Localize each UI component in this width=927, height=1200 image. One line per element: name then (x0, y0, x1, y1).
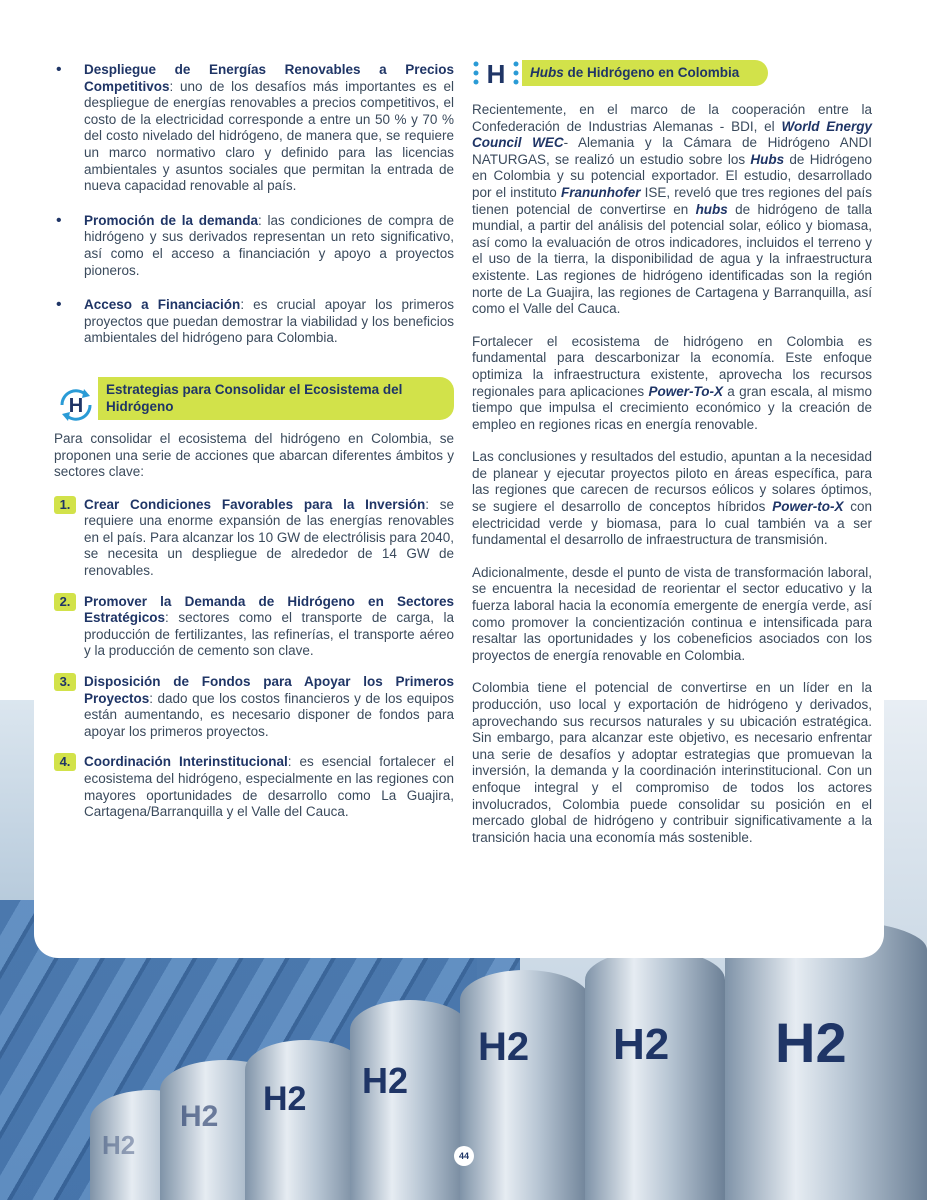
bullet-text: : las condiciones de compra de hidrógeno y sus derivados representan un reto significativo, así como el acceso a financiación y apoyo a proyectos pioneros. (84, 212, 454, 278)
numbered-item-text: : sectores como el transporte de carga, la producción de fertilizantes, las refinerías, el transporte aéreo y la producción de cemento son clave. (84, 610, 454, 659)
section-title (522, 60, 768, 86)
numbered-item-title: Coordinación Interinstitucional (84, 754, 288, 770)
right-column (472, 60, 872, 862)
tank-label: H2 (775, 1011, 847, 1074)
number-badge: 4. (54, 753, 76, 771)
section-header (54, 377, 454, 429)
text-run: a gran escala, al mismo tiempo que impulsa el crecimiento económico y la creación de empleo en regiones ricas en energía renovable. (472, 383, 872, 432)
bullet-item (54, 62, 454, 195)
text-run: de hidrógeno de talla mundial, a partir del análisis del potencial solar, eólico y biomasa, así como la evaluación de otros indicadores, incluidos el terreno y el uso de la tierra, la disponibilidad de agua y la infraestructura existente. Las regiones de hidrógeno identificadas son la región norte de La Guajira, las regiones de Cartagena y Barranquilla, así como el Valle del Cauca. (472, 201, 872, 317)
emphasis: Franunhofer (560, 184, 641, 200)
tank-label: H2 (362, 1060, 409, 1101)
bullet-text: : es crucial apoyar los primeros proyectos que puedan demostrar la viabilidad y los beneficios ambientales del hidrógeno para Colombia. (84, 297, 454, 346)
number-badge: 3. (54, 673, 76, 691)
hydrogen-tank (245, 1040, 365, 1200)
text-run: Recientemente, en el marco de la cooperación entre la Confederación de Industrias Alemanas - BDI, el (472, 102, 872, 134)
section-title: Estrategias para Consolidar el Ecosistema del Hidrógeno (98, 377, 454, 420)
paragraph: Colombia tiene el potencial de convertirse en un líder en la producción, uso local y exportación de hidrógeno y derivados, aprovechando sus recursos naturales y su ubicación estratégica. Sin embargo, para alcanzar este objetivo, es necesario enfrentar una serie de desafíos y adoptar estrategias que promuevan la inversión, la demanda y la coordinación interinstitucional. Con un enfoque integral y el compromiso de todos los actores involucrados, Colombia puede consolidar su posición en el mercado global de hidrógeno y contribuir significativamente a la transición hacia una economía más sostenible. (472, 680, 872, 845)
paragraph (472, 334, 872, 434)
paragraph: Adicionalmente, desde el punto de vista de transformación laboral, se encuentra la necesidad de reorientar el sector educativo y la fuerza laboral hacia la economía emergente de energía verde, así como promover la concientización continua e intensificada para resaltar las oportunidades y los cobeneficios asociados con los proyectos de energía renovable en Colombia. (472, 564, 872, 663)
numbered-item-text: : dado que los costos financieros y de los equipos están aumentando, es necesario disponer de fondos para apoyar los primeros proyectos. (84, 690, 454, 739)
section-title-em: Hubs (530, 65, 564, 80)
svg-text:H: H (68, 394, 84, 417)
numbered-item-title: Disposición de Fondos para Apoyar los Primeros Proyectos (84, 674, 454, 706)
emphasis: Power-To-X (648, 383, 723, 399)
section-title-rest: de Hidrógeno en Colombia (563, 65, 740, 80)
paragraph (472, 449, 872, 549)
tank-label: H2 (180, 1100, 219, 1133)
bullet-item (54, 297, 454, 347)
text-run: de Hidrógeno en Colombia y su potencial exportador. El estudio, desarrollado por el instituto (472, 151, 872, 200)
hydrogen-tank (460, 970, 590, 1200)
paragraph (472, 102, 872, 318)
numbered-item (54, 674, 454, 740)
page-number: 44 (454, 1146, 474, 1166)
emphasis: hubs (695, 201, 728, 217)
bullet-text: : uno de los desafíos más importantes es el despliegue de energías renovables a precios competitivos, el costo de la electricidad corresponde a entre un 50 % y 70 % del costo nivelado del hidrógeno, de manera que, se requiere un marco normativo claro y definido para las licencias ambientales y asuntos sociales que permitan la entrada de nueva capacidad renovable al país. (84, 78, 454, 194)
bullet-title: Despliegue de Energías Renovables a Precios Competitivos (84, 62, 454, 94)
section-header (472, 60, 872, 100)
text-run: Las conclusiones y resultados del estudio, apuntan a la necesidad de planear y ejecutar proyectos piloto en áreas específica, para las regiones que carecen de recursos eólicos y solares óptimos, se sugiere el desarrollo de conceptos híbridos (472, 449, 872, 515)
emphasis: Hubs (750, 151, 785, 167)
bullet-title: Acceso a Financiación (84, 297, 241, 313)
hydrogen-cycle-icon (54, 383, 98, 427)
left-column (54, 62, 454, 835)
bullet-icon: • (56, 61, 62, 78)
numbered-item-title: Promover la Demanda de Hidrógeno en Sectores Estratégicos (84, 593, 454, 626)
numbered-item (54, 594, 454, 660)
tank-label: H2 (613, 1020, 670, 1069)
text-run: con electricidad verde y biomasa, para lo cual también va a ser fundamental el desarrollo de infraestructura de transmisión. (472, 499, 872, 548)
tank-label: H2 (478, 1025, 530, 1069)
numbered-item (54, 754, 454, 820)
emphasis: World Energy Council WEC (472, 118, 873, 151)
number-badge: 2. (54, 593, 76, 611)
numbered-item-text: : se requiere una enorme expansión de las energías renovables en el país. Para alcanzar los 10 GW de electrólisis para 2040, se necesita un despliegue de alrededor de 14 GW de renovables. (84, 496, 454, 579)
numbered-item (54, 497, 454, 580)
emphasis: Power-to-X (772, 499, 844, 515)
hydrogen-tank (585, 950, 725, 1200)
text-run: Fortalecer el ecosistema de hidrógeno en Colombia es fundamental para descarbonizar la economía. Este enfoque optimiza la infraestructura existente, aprovecha los recursos regionales para aplicaciones (472, 333, 872, 399)
bullet-title: Promoción de la demanda (84, 212, 258, 228)
bullet-icon: • (56, 296, 62, 314)
hydrogen-hub-icon (472, 60, 524, 86)
text-run: - Alemania y la Cámara de Hidrógeno ANDI NATURGAS, se realizó un estudio sobre los (472, 135, 872, 167)
hydrogen-tank (725, 920, 927, 1200)
bullet-item (54, 213, 454, 279)
number-badge: 1. (54, 496, 76, 514)
bullet-icon: • (56, 211, 62, 229)
section-intro: Para consolidar el ecosistema del hidrógeno en Colombia, se proponen una serie de acciones que abarcan diferentes ámbitos y sectores clave: (54, 430, 454, 480)
text-run: ISE, reveló que tres regiones del país tienen potencial de convertirse en (472, 184, 873, 217)
hub-icon-letter: H (486, 60, 506, 86)
tank-label: H2 (102, 1130, 136, 1160)
tank-label: H2 (263, 1080, 307, 1118)
numbered-item-text: : es esencial fortalecer el ecosistema del hidrógeno, especialmente en las regiones con mayores oportunidades de desarrollo como La Guajira, Cartagena/Barranquilla y el Valle del Cauca. (84, 754, 454, 820)
hydrogen-tank (350, 1000, 470, 1200)
numbered-item-title: Crear Condiciones Favorables para la Inversión (84, 496, 426, 512)
